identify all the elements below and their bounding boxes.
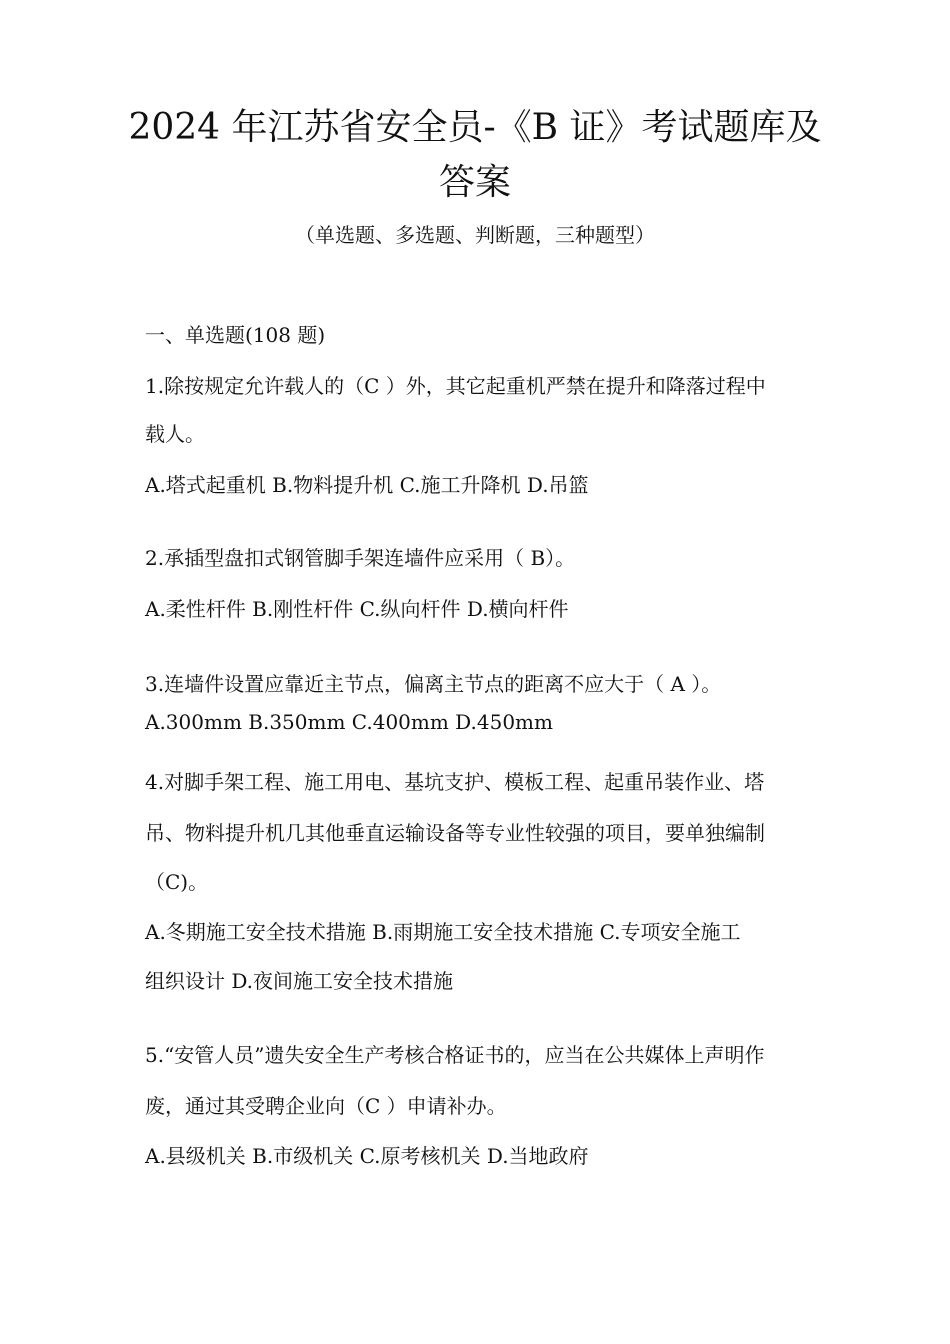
title-line-2: 答案 <box>438 162 511 203</box>
question-3-stem: 3.连墙件设置应靠近主节点，偏离主节点的距离不应大于（ A ）。 <box>145 672 722 696</box>
question-1-stem-line-1: 1.除按规定允许载人的（C ）外，其它起重机严禁在提升和降落过程中 <box>145 374 766 398</box>
question-1-options: A.塔式起重机 B.物料提升机 C.施工升降机 D.吊篮 <box>145 473 589 497</box>
question-1-stem-line-2: 载人。 <box>145 422 205 446</box>
question-5-options: A.县级机关 B.市级机关 C.原考核机关 D.当地政府 <box>145 1144 589 1168</box>
question-4-options-line-2: 组织设计 D.夜间施工安全技术措施 <box>145 969 454 993</box>
question-2-options: A.柔性杆件 B.刚性杆件 C.纵向杆件 D.横向杆件 <box>145 597 569 621</box>
question-5-stem-line-1: 5.“安管人员”遗失安全生产考核合格证书的，应当在公共媒体上声明作 <box>145 1043 765 1067</box>
question-2-stem: 2.承插型盘扣式钢管脚手架连墙件应采用（ B）。 <box>145 546 576 570</box>
question-5-stem-line-2: 废，通过其受聘企业向（C ）申请补办。 <box>145 1094 507 1118</box>
question-4-options-line-1: A.冬期施工安全技术措施 B.雨期施工安全技术措施 C.专项安全施工 <box>145 920 741 944</box>
question-4-stem-line-1: 4.对脚手架工程、施工用电、基坑支护、模板工程、起重吊装作业、塔 <box>145 770 765 794</box>
document-subtitle: （单选题、多选题、判断题，三种题型） <box>295 223 655 247</box>
question-3-options: A.300mm B.350mm C.400mm D.450mm <box>145 710 553 734</box>
title-line-1: 2024 年江苏省安全员-《B 证》考试题库及 <box>128 107 822 148</box>
question-4-stem-line-2: 吊、物料提升机几其他垂直运输设备等专业性较强的项目，要单独编制 <box>145 821 765 845</box>
question-4-stem-line-3: （C)。 <box>145 870 209 894</box>
question-body <box>145 0 810 1344</box>
section-heading: 一、单选题(108 题) <box>145 323 326 347</box>
